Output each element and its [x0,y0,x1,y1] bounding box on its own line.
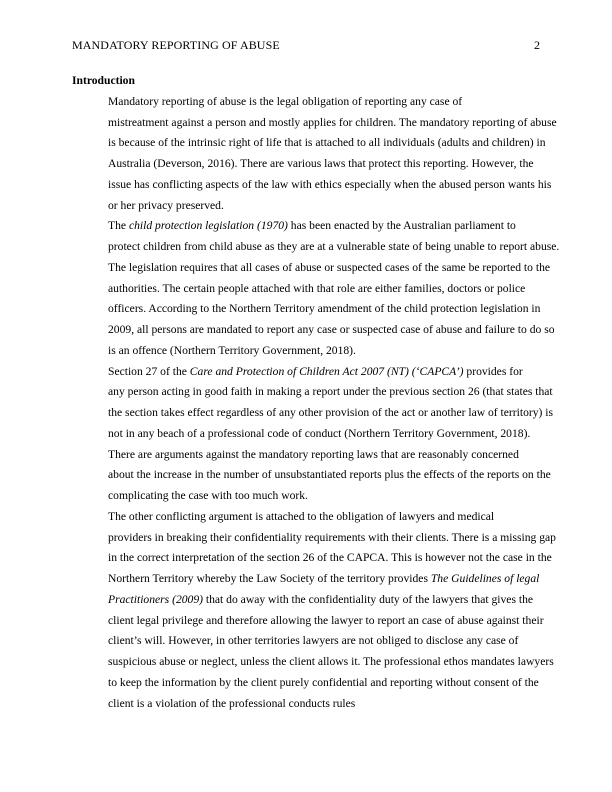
paragraph-2 [72,216,560,361]
text-line: or her privacy preserved. [108,198,224,212]
text-line: complicating the case with too much work. [108,489,308,502]
text-line: client legal privilege and therefore allowing the lawyer to report an case of abuse against their [108,613,544,627]
text-line: is an offence (Northern Territory Government, 2018). [108,343,356,357]
legislation-title: child protection legislation (1970) [128,219,288,233]
text-line: any person acting in good faith in making a report under the previous section 26 (that states that [108,385,553,399]
text-line: client is a violation of the professional conducts rules [108,696,356,710]
text-line: There are arguments against the mandatory reporting laws that are reasonably concerned [108,447,519,461]
text-run: has been enacted by the Australian parliament to [287,219,516,233]
text-run: The [108,219,129,233]
text-line: The legislation requires that all cases of abuse or suspected cases of the same be reported to the [108,260,551,274]
text-line: in the correct interpretation of the section 26 of the CAPCA. This is however not the case in the [108,551,552,565]
text-line: Mandatory reporting of abuse is the legal obligation of reporting any case of [108,94,463,108]
section-heading: Introduction [72,74,135,87]
text-run: that do away with the confidentiality duty of the lawyers that gives the [203,592,534,606]
page-number: 2 [534,38,540,52]
text-line: authorities. The certain people attached with that role are either families, doctors or police [108,281,526,295]
act-title: Care and Protection of Children Act 2007 (NT) (‘CAPCA’) [189,364,464,378]
text-line: client’s will. However, in other territories lawyers are not obliged to disclose any case of [108,634,519,648]
text-line: protect children from child abuse as they are at a vulnerable state of being unable to report abuse. [108,240,560,253]
running-head: MANDATORY REPORTING OF ABUSE [72,38,280,52]
text-line: 2009, all persons are mandated to report any case or suspected case of abuse and failure to do so [108,323,555,336]
paragraph-5 [72,507,556,715]
text-line [72,216,540,237]
paragraph-4 [72,445,551,507]
text-line: suspicious abuse or neglect, unless the client allows it. The professional ethos mandates lawyers [108,655,554,668]
text-line: providers in breaking their confidentiality requirements with their clients. There is a missing gap [108,530,556,544]
text-run: Section 27 of the [108,364,190,378]
text-line [72,362,540,383]
text-line: to keep the information by the client purely confidential and reporting without consent of the [108,675,539,689]
page-header [72,38,540,52]
text-line: is because of the intrinsic right of life that is attached to all individuals (adults and children) in [108,136,546,150]
paragraph-1 [72,92,557,217]
text-line: not in any beach of a professional code of conduct (Northern Territory Government, 2018). [108,426,531,440]
text-run: Northern Territory whereby the Law Society of the territory provides [108,572,431,585]
guidelines-title: Practitioners (2009) [108,592,203,606]
text-line: the section takes effect regardless of any other provision of the act or another law of territory) is [108,406,554,419]
text-line: The other conflicting argument is attached to the obligation of lawyers and medical [108,509,495,523]
text-run: provides for [463,364,523,378]
text-line: officers. According to the Northern Territory amendment of the child protection legislation in [108,302,541,316]
text-line: mistreatment against a person and mostly applies for children. The mandatory reporting of abuse [108,115,557,129]
paragraph-3 [72,362,554,445]
text-line [72,569,540,590]
guidelines-title: The Guidelines of legal [430,572,540,585]
text-line: about the increase in the number of unsubstantiated reports plus the effects of the reports on the [108,468,551,482]
text-line: Australia (Deverson, 2016). There are various laws that protect this reporting. However, the [108,157,534,170]
text-line: issue has conflicting aspects of the law with ethics especially when the abused person wants his [108,177,552,191]
document-body [72,71,560,714]
text-line [72,590,540,611]
